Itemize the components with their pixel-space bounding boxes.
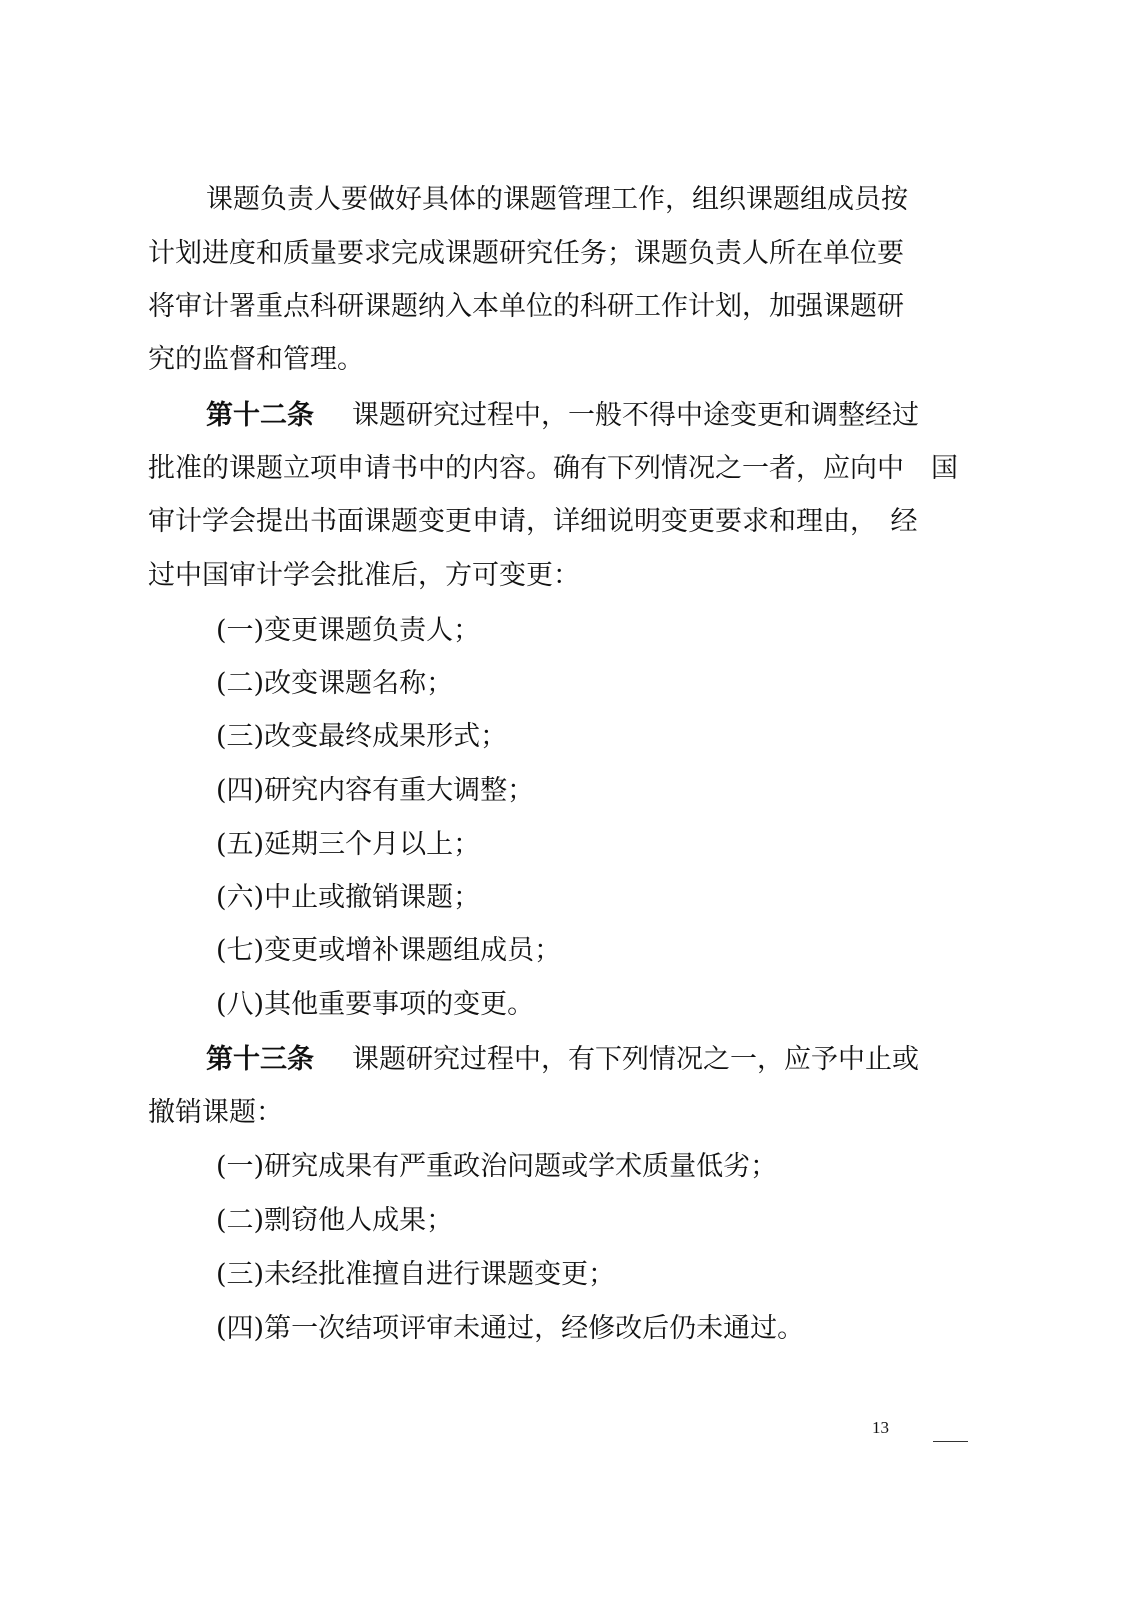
article-12-line-1: 课题研究过程中，一般不得中途变更和调整经过	[352, 400, 919, 431]
article-12-item-8: (八)其他重要事项的变更。	[216, 989, 535, 1020]
article-12-item-6: (六)中止或撤销课题；	[216, 882, 481, 913]
paragraph-1-line-4: 究的监督和管理。	[148, 344, 364, 375]
article-13-item-1: (一)研究成果有严重政治问题或学术质量低劣；	[216, 1151, 778, 1182]
article-13-first-line	[206, 1040, 968, 1080]
page-number-rule	[933, 1441, 968, 1442]
article-12-line-3: 审计学会提出书面课题变更申请，详细说明变更要求和理由， 经	[148, 506, 918, 537]
article-13-item-4: (四)第一次结项评审未通过，经修改后仍未通过。	[216, 1313, 805, 1344]
article-12-item-4: (四)研究内容有重大调整；	[216, 775, 535, 806]
article-12-item-2: (二)改变课题名称；	[216, 668, 454, 699]
paragraph-1-line-2: 计划进度和质量要求完成课题研究任务；课题负责人所在单位要	[148, 238, 904, 269]
article-13-line-2: 撤销课题：	[148, 1097, 283, 1128]
article-12-line-2: 批准的课题立项申请书中的内容。确有下列情况之一者，应向中 国	[148, 453, 958, 484]
article-12-item-7: (七)变更或增补课题组成员；	[216, 935, 562, 966]
paragraph-1-line-3: 将审计署重点科研课题纳入本单位的科研工作计划，加强课题研	[148, 291, 904, 322]
article-13-line-1: 课题研究过程中，有下列情况之一，应予中止或	[352, 1044, 919, 1075]
paragraph-1-line-1: 课题负责人要做好具体的课题管理工作，组织课题组成员按	[206, 184, 908, 215]
article-12-item-3: (三)改变最终成果形式；	[216, 721, 508, 752]
article-12-heading: 第十二条	[206, 400, 314, 431]
article-12-item-1: (一)变更课题负责人；	[216, 615, 481, 646]
page-number: 13	[872, 1418, 889, 1437]
article-13-item-3: (三)未经批准擅自进行课题变更；	[216, 1259, 616, 1290]
article-12-first-line	[206, 396, 968, 436]
article-12-line-4: 过中国审计学会批准后，方可变更：	[148, 560, 580, 591]
article-13-item-2: (二)剽窃他人成果；	[216, 1205, 454, 1236]
article-13-heading: 第十三条	[206, 1044, 314, 1075]
article-12-item-5: (五)延期三个月以上；	[216, 829, 481, 860]
